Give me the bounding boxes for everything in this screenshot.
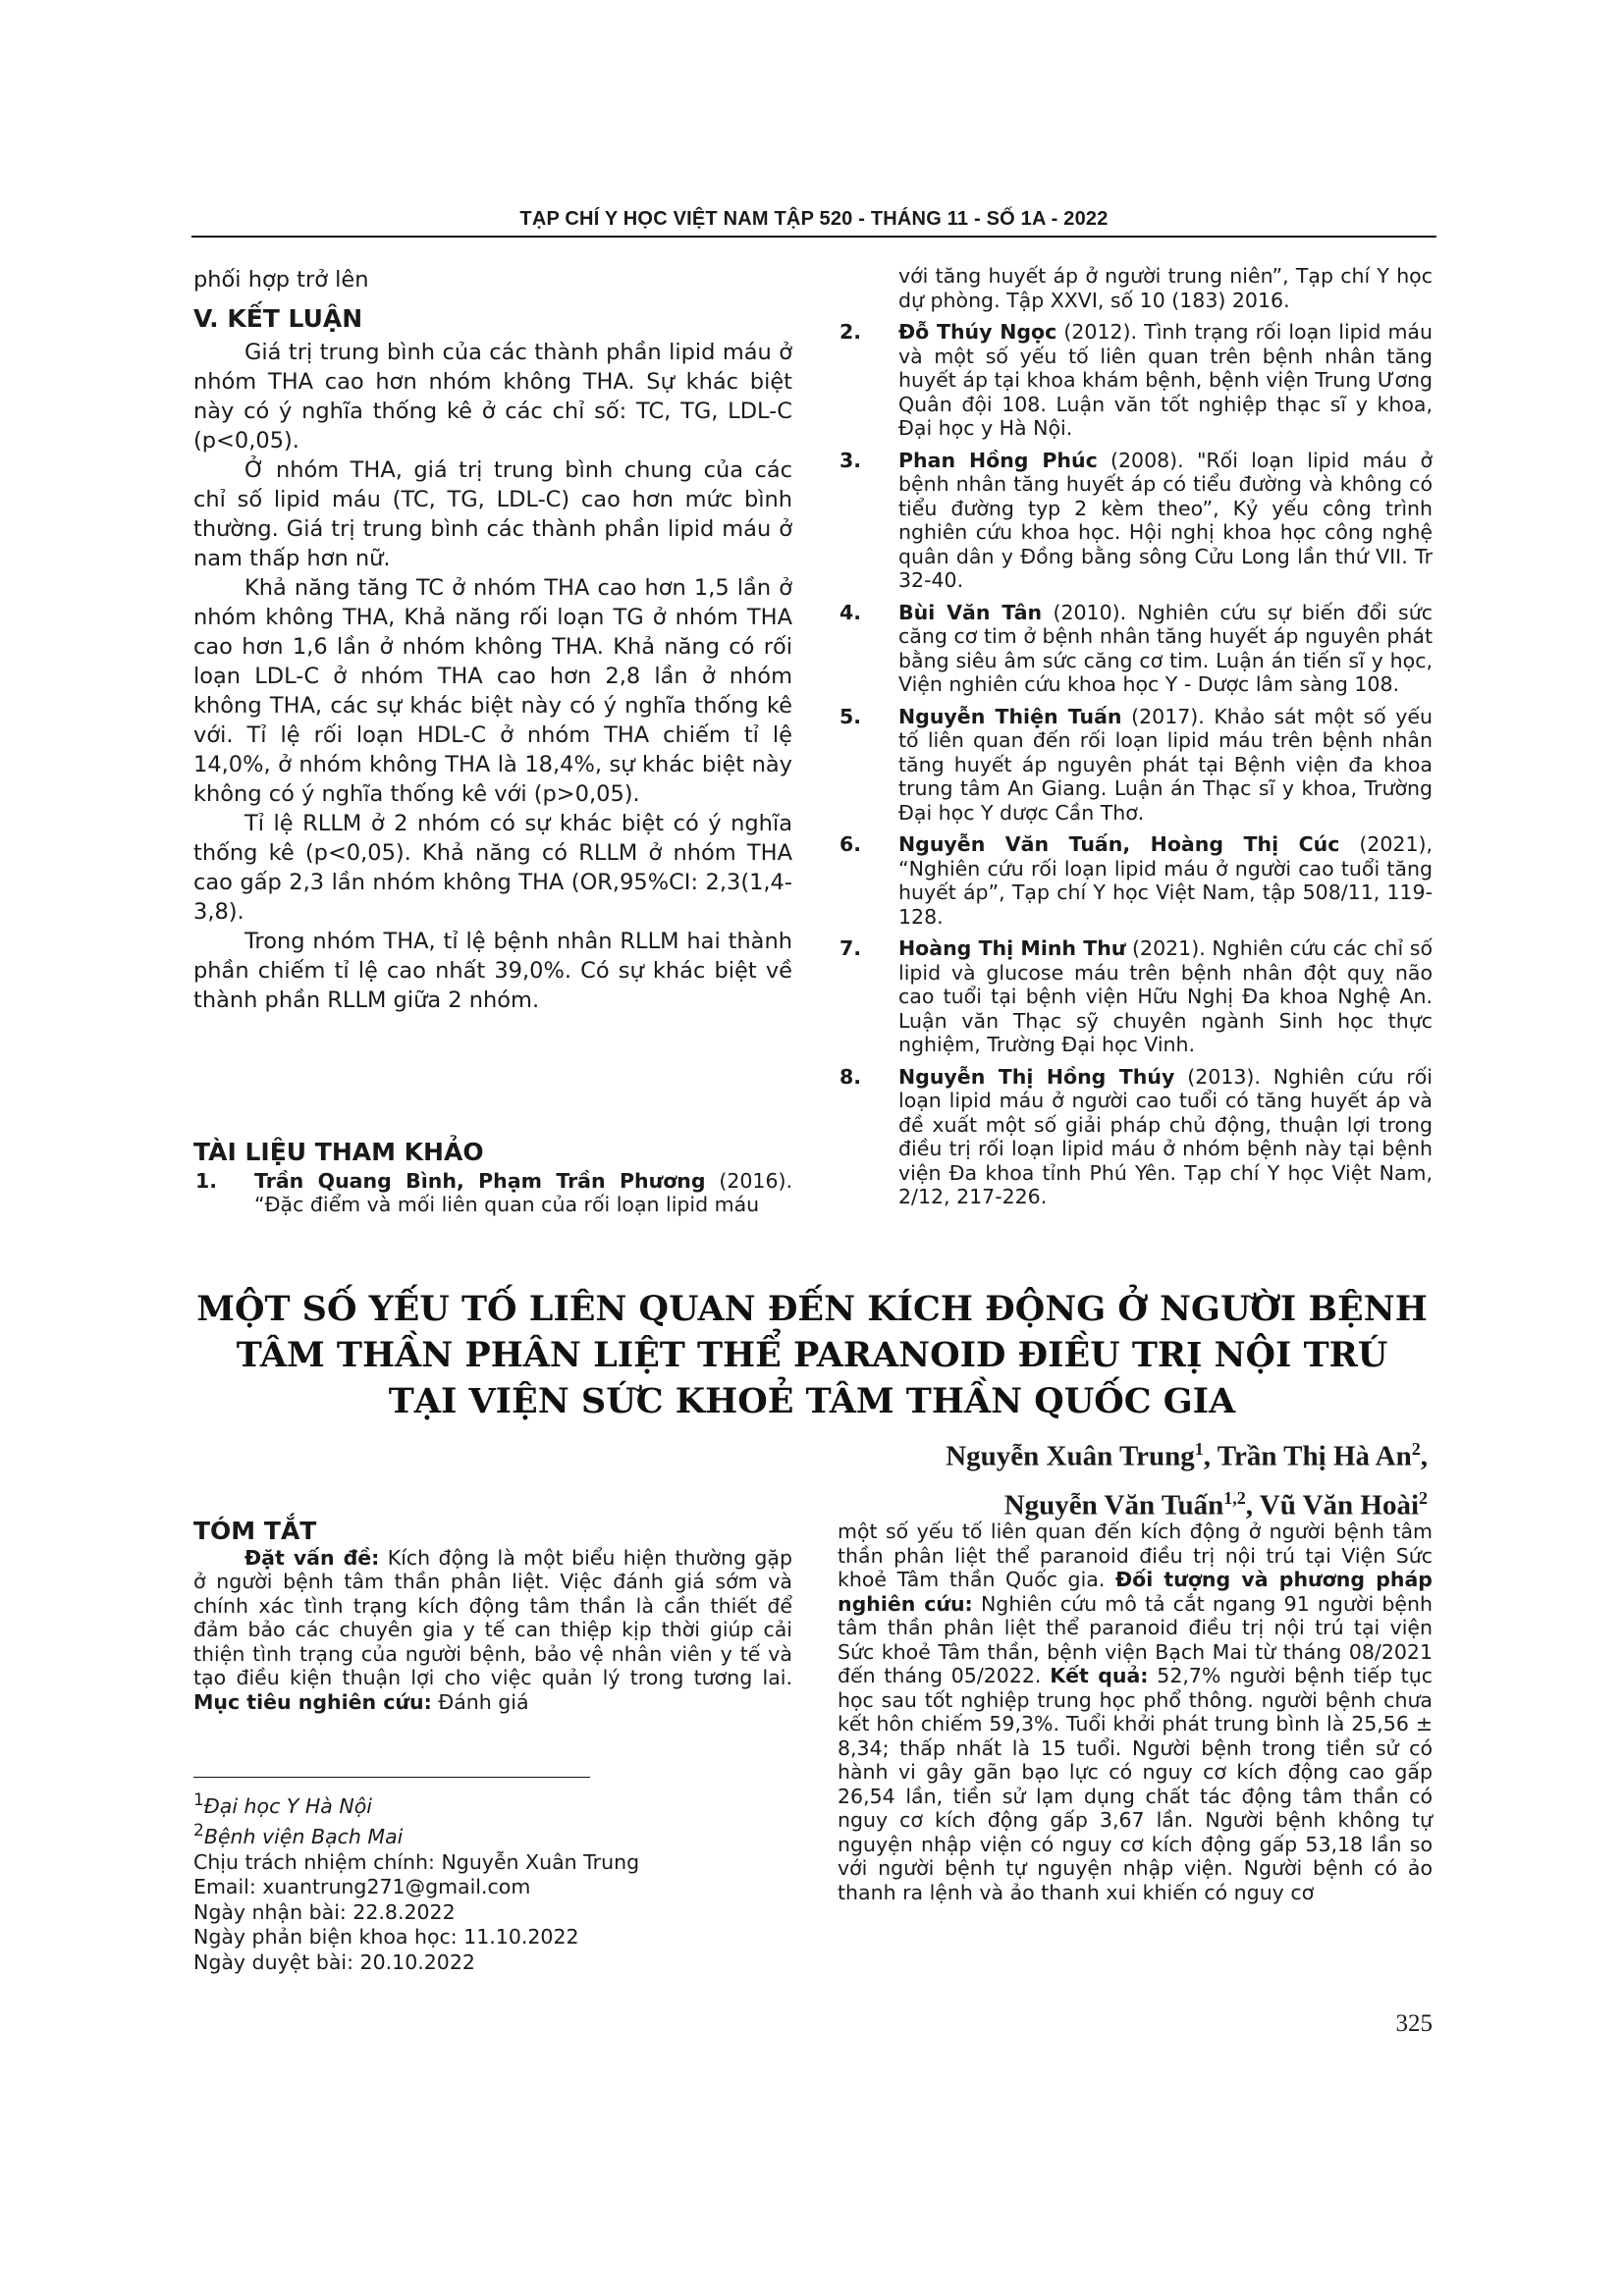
abstract-left-column: [193, 1517, 792, 1714]
author-affiliation: 1: [1194, 1439, 1204, 1459]
author-name: Trần Thị Hà An: [1217, 1440, 1412, 1472]
summary-heading: TÓM TẮT: [193, 1517, 317, 1545]
reference-number: 3.: [839, 448, 862, 472]
author-affiliation: 2: [1419, 1487, 1428, 1508]
title-line: TẠI VIỆN SỨC KHOẺ TÂM THẦN QUỐC GIA: [388, 1381, 1236, 1421]
reference-text: Trần Quang Bình, Phạm Trần Phương (2016). “Đặc điểm và mối liên quan của rối loạn lipid máu: [254, 1168, 793, 1216]
reference-item: [838, 705, 1433, 826]
reference-text: Hoàng Thị Minh Thư (2021). Nghiên cứu các chỉ số lipid và glucose máu trên bệnh nhân đột quỵ não cao tuổi tại bệnh viện Hữu Nghị Đa khoa Nghệ An. Luận văn Thạc sỹ chuyên ngành Sinh học thực nghiệm, Trường Đại học Vinh.: [898, 936, 1433, 1056]
reference-continuation: với tăng huyết áp ở người trung niên”, Tạp chí Y học dự phòng. Tập XXVI, số 10 (183) 2016.: [898, 264, 1433, 312]
conclusion-paragraph: Khả năng tăng TC ở nhóm THA cao hơn 1,5 lần ở nhóm không THA, Khả năng rối loạn TG ở nhóm THA cao hơn 1,6 lần ở nhóm không THA. Khả năng có rối loạn LDL-C ở nhóm THA cao hơn 2,8 lần ở nhóm không THA, các sự khác biệt này có ý nghĩa thống kê với. Tỉ lệ rối loạn HDL-C ở nhóm THA chiếm tỉ lệ 14,0%, ở nhóm không THA là 18,4%, sự khác biệt này không có ý nghĩa thống kê với (p>0,05).: [193, 575, 792, 807]
footnote-rule: [193, 1777, 590, 1778]
reference-number: 5.: [839, 704, 862, 728]
conclusion-paragraph: Ở nhóm THA, giá trị trung bình chung của các chỉ số lipid máu (TC, TG, LDL-C) cao hơn mức bình thường. Giá trị trung bình các thành phần lipid máu ở nam thấp hơn nữ.: [193, 457, 792, 571]
footnote-corresponding: Chịu trách nhiệm chính: Nguyễn Xuân Trung: [193, 1849, 640, 1874]
reference-item: [838, 264, 1433, 312]
reference-item: [838, 601, 1433, 697]
reference-text: Đỗ Thúy Ngọc (2012). Tình trạng rối loạn lipid máu và một số yếu tố liên quan trên bệnh nhân tăng huyết áp tại khoa khám bệnh, bệnh viện Trung Ương Quân đội 108. Luận văn tốt nghiệp thạc sĩ y khoa, Đại học y Hà Nội.: [898, 320, 1433, 440]
reference-number: 4.: [839, 600, 862, 624]
reference-text: Nguyễn Thị Hồng Thúy (2013). Nghiên cứu rối loạn lipid máu ở người cao tuổi có tăng huyết áp và đề xuất một số giải pháp chủ động, thuận lợi trong điều trị rối loạn lipid máu ở nhóm bệnh này tại bệnh viện Đa khoa tỉnh Phú Yên. Tạp chí Y học Việt Nam, 2/12, 217-226.: [898, 1064, 1433, 1208]
abstract-paragraph: một số yếu tố liên quan đến kích động ở người bệnh tâm thần phân liệt thể paranoid điều trị nội trú tại Viện Sức khoẻ Tâm thần Quốc gia. Đối tượng và phương pháp nghiên cứu: Nghiên cứu mô tả cắt ngang 91 người bệnh tâm thần phân liệt thể paranoid điều trị nội trú tại viện Sức khoẻ Tâm thần, bệnh viện Bạch Mai từ tháng 08/2021 đến tháng 05/2022. Kết quả: 52,7% người bệnh tiếp tục học sau tốt nghiệp trung học phổ thông. người bệnh chưa kết hôn chiếm 59,3%. Tuổi khởi phát trung bình là 25,56 ± 8,34; thấp nhất là 15 tuổi. Người bệnh trong tiền sử có hành vi gây gãn bạo lực có nguy cơ kích động cao gấp 26,54 lần, tiền sử lạm dụng chất tác động tâm thần có nguy cơ kích động gấp 3,67 lần. Người bệnh không tự nguyện nhập viện có nguy cơ kích động gấp 53,18 lần so với người bệnh tự nguyện nhập viện. Người bệnh có ảo thanh ra lệnh và ảo thanh xui khiến có nguy cơ: [838, 1520, 1433, 1904]
title-line: TÂM THẦN PHÂN LIỆT THỂ PARANOID ĐIỀU TRỊ NỘI TRÚ: [236, 1335, 1388, 1375]
title-line: MỘT SỐ YẾU TỐ LIÊN QUAN ĐẾN KÍCH ĐỘNG Ở NGƯỜI BỆNH: [196, 1289, 1428, 1329]
reference-item: [193, 1169, 792, 1217]
conclusion-heading: V. KẾT LUẬN: [193, 304, 363, 333]
references-heading: TÀI LIỆU THAM KHẢO: [193, 1138, 484, 1166]
reference-number: 1.: [195, 1168, 218, 1193]
reference-text: Nguyễn Văn Tuấn, Hoàng Thị Cúc (2021), “Nghiên cứu rối loạn lipid máu ở người cao tuổi tăng huyết áp”, Tạp chí Y học Việt Nam, tập 508/11, 119-128.: [898, 832, 1433, 929]
carry-over-line: phối hợp trở lên: [193, 267, 369, 293]
author-name: Vũ Văn Hoài: [1259, 1489, 1419, 1522]
journal-header: TẠP CHÍ Y HỌC VIỆT NAM TẬP 520 - THÁNG 11 - SỐ 1A - 2022: [519, 208, 1109, 230]
conclusion-column: [193, 265, 792, 1015]
conclusion-paragraph: Tỉ lệ RLLM ở 2 nhóm có sự khác biệt có ý nghĩa thống kê (p<0,05). Khả năng có RLLM ở nhóm THA cao gấp 2,3 lần nhóm không THA (OR,95%CI: 2,3(1,4-3,8).: [193, 811, 792, 925]
author-name: Nguyễn Văn Tuấn: [1003, 1489, 1224, 1522]
author-name: Nguyễn Xuân Trung: [946, 1440, 1195, 1472]
abstract-right-column: [838, 1520, 1433, 1904]
reference-number: 8.: [839, 1064, 862, 1089]
reference-number: 2.: [839, 320, 862, 344]
header-rule: [191, 236, 1436, 238]
author-affiliation: 2: [1411, 1439, 1421, 1459]
conclusion-paragraph: Giá trị trung bình của các thành phần lipid máu ở nhóm THA cao hơn nhóm không THA. Sự khác biệt này có ý nghĩa thống kê ở các chỉ số: TC, TG, LDL-C (p<0,05).: [193, 340, 792, 454]
footnote-received: Ngày nhận bài: 22.8.2022: [193, 1899, 456, 1924]
reference-text: Nguyễn Thiện Tuấn (2017). Khảo sát một số yếu tố liên quan đến rối loạn lipid máu trên bệnh nhân tăng huyết áp nguyên phát tại Bệnh viện đa khoa trung tâm An Giang. Luận án Thạc sĩ y khoa, Trường Đại học Y dược Cần Thơ.: [898, 704, 1433, 825]
reference-text: Bùi Văn Tân (2010). Nghiên cứu sự biến đổi sức căng cơ tim ở bệnh nhân tăng huyết áp nguyên phát bằng siêu âm sức căng cơ tim. Luận án tiến sĩ y học, Viện nghiên cứu khoa học Y - Dược lâm sàng 108.: [898, 600, 1433, 696]
footnote-accepted: Ngày duyệt bài: 20.10.2022: [193, 1949, 475, 1974]
reference-item: [838, 449, 1433, 593]
author-affiliation: 1,2: [1223, 1487, 1246, 1508]
reference-number: 6.: [839, 832, 862, 856]
reference-number: 7.: [839, 936, 862, 960]
abstract-paragraph: Đặt vấn đề: Kích động là một biểu hiện thường gặp ở người bệnh tâm thần phân liệt. Việc đánh giá sớm và chính xác tình trạng kích động tâm thần là cần thiết để đảm bảo các chuyên gia y tế can thiệp kịp thời giúp cải thiện tình trạng của người bệnh, bảo vệ nhân viên y tế và tạo điều kiện thuận lợi cho việc quản lý trong tương lai. Mục tiêu nghiên cứu: Đánh giá: [193, 1545, 792, 1714]
footnote-affiliation: $^2$Bệnh viện Bạch Mai: [193, 1821, 404, 1849]
reference-item: [838, 320, 1433, 441]
references-left: [193, 1131, 792, 1225]
reference-text: Phan Hồng Phúc (2008). "Rối loạn lipid máu ở bệnh nhân tăng huyết áp có tiểu đường và không có tiểu đường typ 2 kèm theo”, Kỷ yếu công trình nghiên cứu khoa học. Hội nghị khoa học công nghệ quân dân y Đồng bằng sông Cửu Long lần thứ VII. Tr 32-40.: [898, 448, 1433, 592]
reference-item: [838, 936, 1433, 1057]
references-right: [838, 265, 1433, 1217]
reference-item: [838, 832, 1433, 929]
footnote-email: Email: xuantrung271@gmail.com: [193, 1875, 531, 1899]
footnotes: [193, 1789, 792, 1975]
page-number: 325: [1395, 2010, 1433, 2037]
author-list: Nguyễn Xuân Trung$^1$, Trần Thị Hà An$^2$, Nguyễn Văn Tuấn$^{1,2}$, Vũ Văn Hoài$^2$: [946, 1439, 1428, 1522]
conclusion-paragraph: Trong nhóm THA, tỉ lệ bệnh nhân RLLM hai thành phần chiếm tỉ lệ cao nhất 39,0%. Có sự khác biệt về thành phần RLLM giữa 2 nhóm.: [193, 929, 792, 1013]
article-title: [196, 1286, 1428, 1424]
reference-item: [838, 1065, 1433, 1209]
footnote-affiliation: $^1$Đại học Y Hà Nội: [193, 1790, 372, 1818]
footnote-reviewed: Ngày phản biện khoa học: 11.10.2022: [193, 1925, 579, 1949]
